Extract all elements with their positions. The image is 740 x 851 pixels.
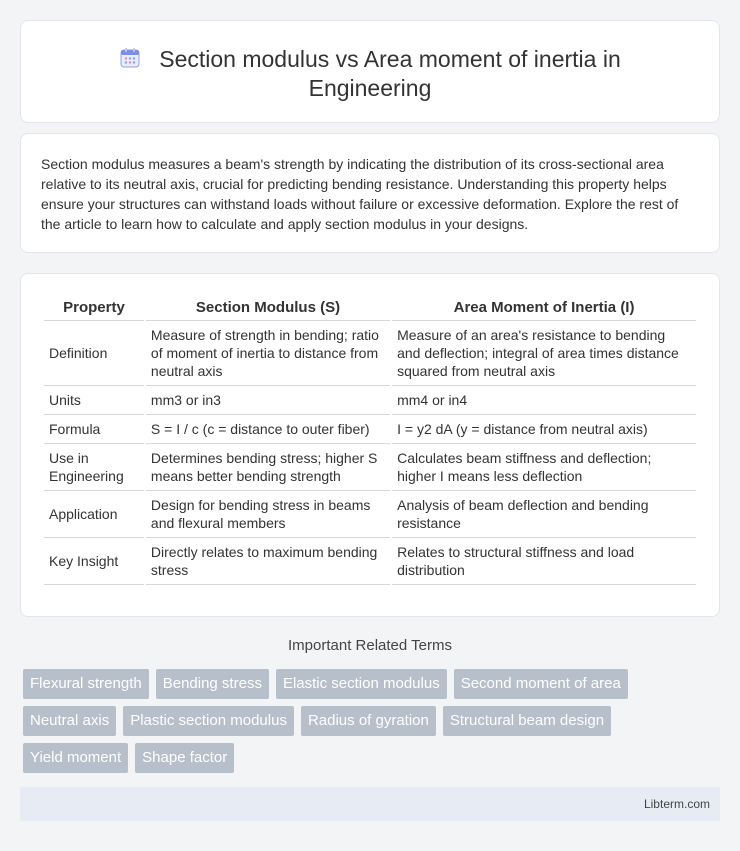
term-tag[interactable]: Elastic section modulus xyxy=(276,669,447,699)
table-cell: Measure of strength in bending; ratio of moment of inertia to distance from neutral axis xyxy=(146,321,390,386)
related-terms-heading: Important Related Terms xyxy=(288,637,452,654)
table-row xyxy=(44,321,696,386)
table-row xyxy=(44,386,696,415)
calendar-icon xyxy=(119,47,141,69)
term-tag[interactable]: Yield moment xyxy=(23,743,128,773)
intro-card xyxy=(20,133,720,253)
row-label: Definition xyxy=(44,321,144,386)
table-cell: mm3 or in3 xyxy=(146,386,390,415)
intro-paragraph: Section modulus measures a beam's strength by indicating the distribution of its cross-sectional area relative to its neutral axis, crucial for predicting bending resistance. Understanding this property helps ensure your structures can withstand loads without failure or excessive deformation. Explore the rest of the article to learn how to calculate and apply section modulus in your designs. xyxy=(41,156,679,232)
comparison-table xyxy=(42,292,698,585)
term-tag[interactable]: Shape factor xyxy=(135,743,234,773)
row-label: Units xyxy=(44,386,144,415)
table-row xyxy=(44,538,696,585)
term-tag[interactable]: Plastic section modulus xyxy=(123,706,294,736)
term-tag[interactable]: Radius of gyration xyxy=(301,706,436,736)
table-row xyxy=(44,415,696,444)
table-cell: Determines bending stress; higher S means better bending strength xyxy=(146,444,390,491)
table-cell: Measure of an area's resistance to bending and deflection; integral of area times distance squared from neutral axis xyxy=(392,321,696,386)
term-tag[interactable]: Bending stress xyxy=(156,669,269,699)
term-tag[interactable]: Flexural strength xyxy=(23,669,149,699)
row-label: Formula xyxy=(44,415,144,444)
header-section-modulus: Section Modulus (S) xyxy=(146,292,390,321)
table-header-row xyxy=(44,292,696,321)
table-cell: mm4 or in4 xyxy=(392,386,696,415)
table-row xyxy=(44,444,696,491)
row-label: Key Insight xyxy=(44,538,144,585)
term-tag[interactable]: Second moment of area xyxy=(454,669,628,699)
table-row xyxy=(44,491,696,538)
comparison-table-card xyxy=(20,273,720,617)
header-moment-of-inertia: Area Moment of Inertia (I) xyxy=(392,292,696,321)
table-cell: S = I / c (c = distance to outer fiber) xyxy=(146,415,390,444)
related-terms-list xyxy=(23,669,703,773)
table-cell: Design for bending stress in beams and flexural members xyxy=(146,491,390,538)
page-title-wrap xyxy=(21,45,719,103)
title-card xyxy=(20,20,720,123)
table-cell: Calculates beam stiffness and deflection; higher I means less deflection xyxy=(392,444,696,491)
row-label: Use in Engineering xyxy=(44,444,144,491)
footer xyxy=(20,787,720,821)
page-title: Section modulus vs Area moment of inertia in Engineering xyxy=(159,46,621,101)
table-cell: Analysis of beam deflection and bending resistance xyxy=(392,491,696,538)
term-tag[interactable]: Neutral axis xyxy=(23,706,116,736)
term-tag[interactable]: Structural beam design xyxy=(443,706,611,736)
row-label: Application xyxy=(44,491,144,538)
table-cell: I = y2 dA (y = distance from neutral axis) xyxy=(392,415,696,444)
table-cell: Relates to structural stiffness and load distribution xyxy=(392,538,696,585)
table-cell: Directly relates to maximum bending stress xyxy=(146,538,390,585)
header-property: Property xyxy=(44,292,144,321)
footer-brand-link[interactable]: Libterm.com xyxy=(643,797,710,811)
